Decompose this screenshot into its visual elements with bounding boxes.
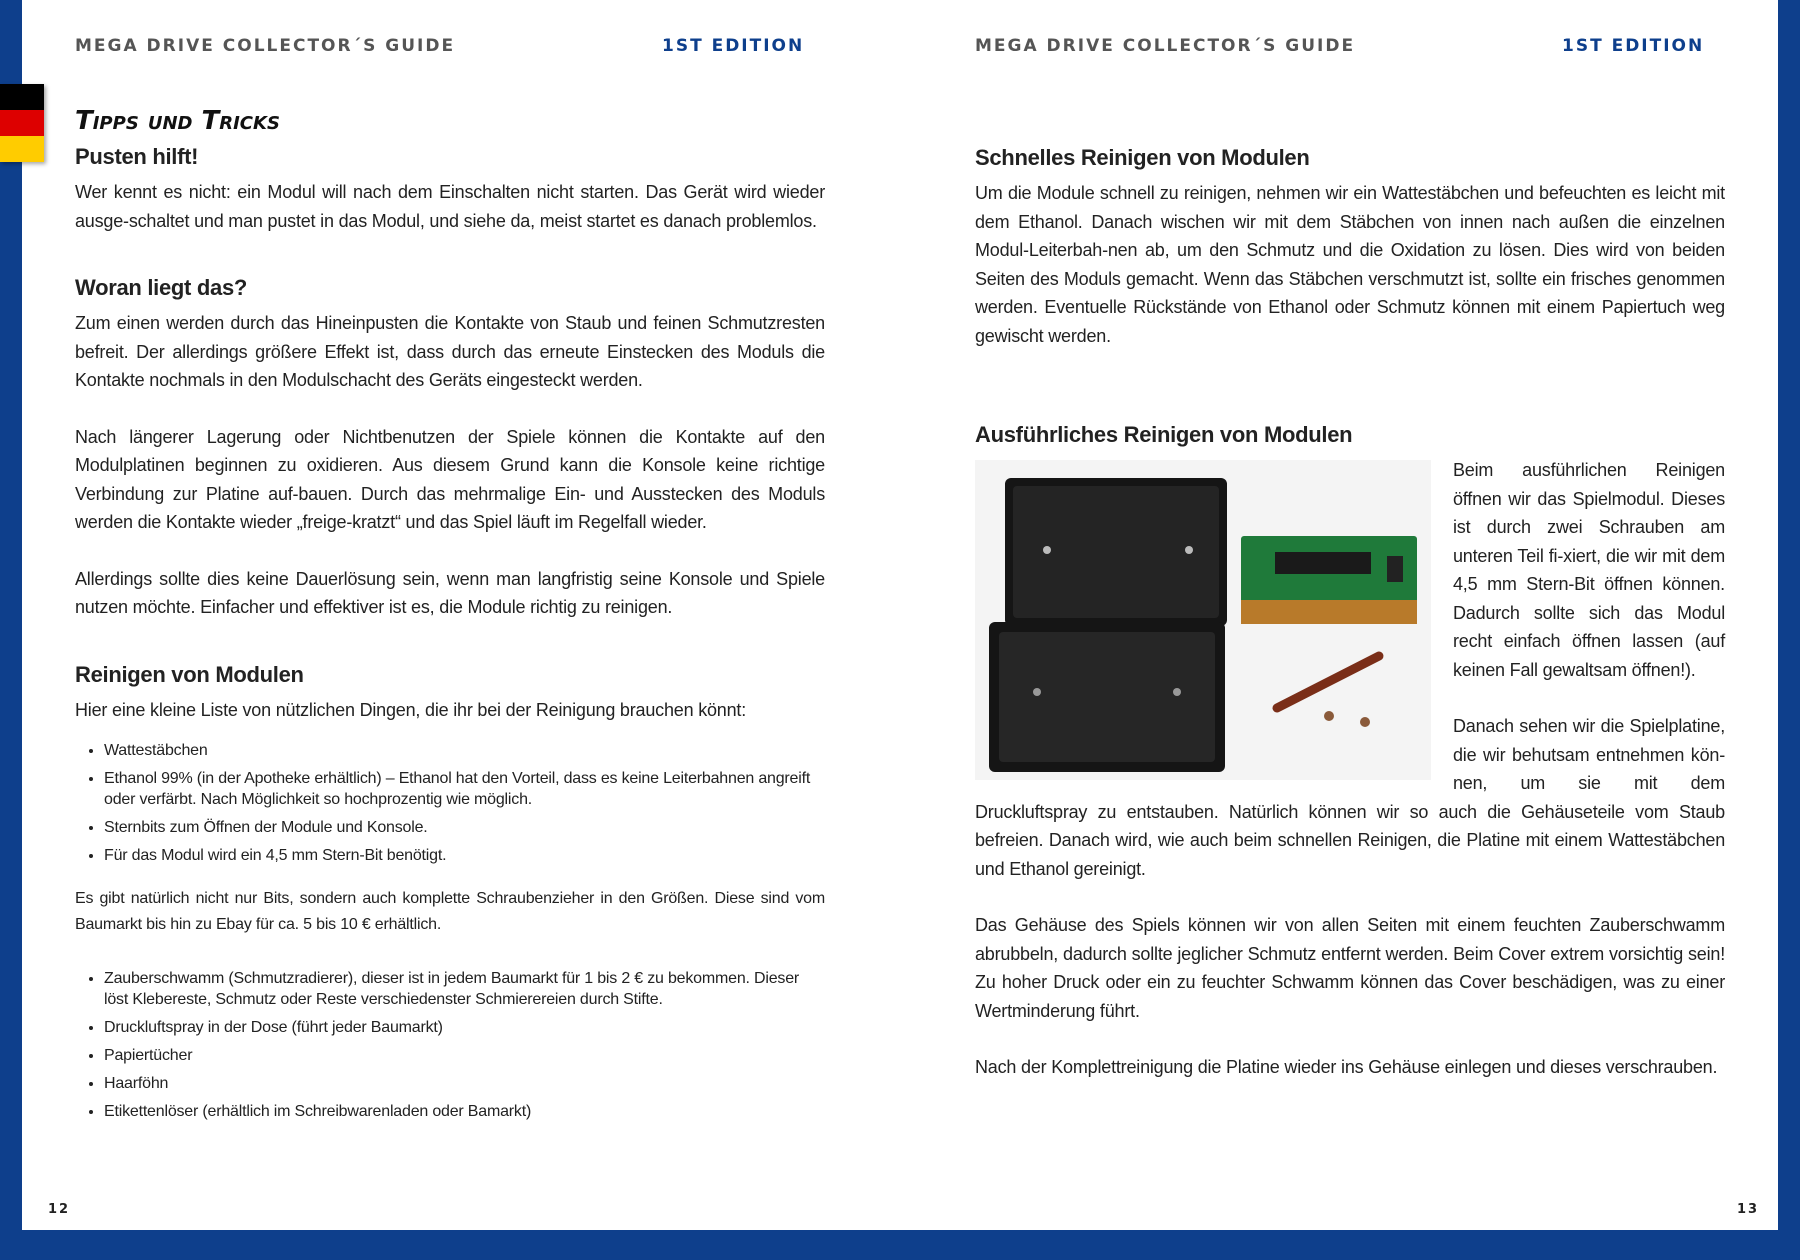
blue-frame-bottom xyxy=(0,1230,1800,1260)
list-item: • Ethanol 99% (in der Apotheke erhältlich) – Ethanol hat den Vorteil, dass es keine Leiterbahnen angreift oder verfärbt. Nach Möglichkeit so hochprozentig wie möglich. xyxy=(104,768,825,810)
paragraph: Danach sehen wir die Spielplatine, die wir behutsam entnehmen kön-nen, um sie mit dem Druckluftspray zu entstauben. Natürlich können wir so auch die Gehäuseteile vom Staub befreien. Danach wird, wie auch beim schnellen Reinigen, die Platine mit einem Wattestäbchen und Ethanol gereinigt. xyxy=(975,716,1725,879)
page-number-left: 12 xyxy=(48,1202,71,1217)
running-header-title-left: MEGA DRIVE COLLECTOR´S GUIDE xyxy=(75,36,456,56)
german-flag-icon xyxy=(0,84,44,162)
section-heading-ausfuehrliches: Ausführliches Reinigen von Modulen xyxy=(975,422,1353,447)
right-page xyxy=(975,145,1725,1082)
list-item: • Haarföhn xyxy=(104,1073,825,1094)
paragraph: Hier eine kleine Liste von nützlichen Dingen, die ihr bei der Reinigung brauchen könnt: xyxy=(75,699,747,720)
list-item: • Etikettenlöser (erhältlich im Schreibwarenladen oder Bamarkt) xyxy=(104,1101,825,1122)
section-heading-pusten: Pusten hilft! xyxy=(75,144,199,169)
tools-list xyxy=(75,740,825,866)
paragraph: Nach der Komplettreinigung die Platine wieder ins Gehäuse einlegen und dieses verschrauben. xyxy=(975,1057,1718,1077)
opened-cartridge-image xyxy=(975,460,1431,780)
paragraph: Das Gehäuse des Spiels können wir von allen Seiten mit einem feuchten Zauberschwamm abrubbeln, dadurch sollte jeglicher Schmutz entfernt werden. Beim Cover extrem vorsichtig sein! Zu hoher Druck oder ein zu feuchter Schwamm können das Cover beschädigen, was zu einer Wertminderung führt. xyxy=(975,915,1725,1021)
left-page xyxy=(75,100,825,1129)
list-item: • Sternbits zum Öffnen der Module und Konsole. xyxy=(104,817,825,838)
list-item: • Papiertücher xyxy=(104,1045,825,1066)
paragraph: Zum einen werden durch das Hineinpusten die Kontakte von Staub und feinen Schmutzresten befreit. Der allerdings größere Effekt ist, dass durch das erneute Einstecken des Moduls die Kontakte nochmals in den Modulschacht des Geräts eingesteckt werden. xyxy=(75,313,825,390)
chapter-title: Tipps und Tricks xyxy=(75,106,280,136)
blue-frame-left xyxy=(0,0,22,1260)
cartridge-photo xyxy=(975,460,1431,780)
paragraph: Um die Module schnell zu reinigen, nehmen wir ein Wattestäbchen und befeuchten es leicht mit dem Ethanol. Danach wischen wir mit dem Stäbchen von innen nach außen die einzelnen Modul-Leiterbah-nen ab, um den Schmutz und die Oxidation zu lösen. Dies wird von beiden Seiten des Moduls gemacht. Wenn das Stäbchen verschmutzt ist, sollte ein frisches genommen werden. Eventuelle Rückstände von Ethanol oder Schmutz können mit einem Papiertuch weg gewischt werden. xyxy=(975,183,1725,346)
paragraph: Nach längerer Lagerung oder Nichtbenutzen der Spiele können die Kontakte auf den Modulplatinen beginnen zu oxidieren. Aus diesem Grund kann die Konsole keine richtige Verbindung zur Platine auf-bauen. Durch das mehrmalige Ein- und Ausstecken des Moduls werden die Kontakte wieder „freige-kratzt“ und das Spiel läuft im Regelfall wieder. xyxy=(75,426,825,532)
section-heading-reinigen: Reinigen von Modulen xyxy=(75,661,304,687)
running-header-title-right: MEGA DRIVE COLLECTOR´S GUIDE xyxy=(975,36,1356,56)
list-item: • Zauberschwamm (Schmutzradierer), dieser ist in jedem Baumarkt für 1 bis 2 € zu bekommen. Dieser löst Klebereste, Schmutz oder Reste verschiedenster Schmierereien durch Stifte. xyxy=(104,968,825,1010)
paragraph: Wer kennt es nicht: ein Modul will nach dem Einschalten nicht starten. Das Gerät wird wieder ausge-schaltet und man pustet in das Modul, und siehe da, meist startet es danach problemlos. xyxy=(75,182,825,231)
running-header-edition-left: 1ST EDITION xyxy=(662,36,805,56)
blue-frame-right xyxy=(1778,0,1800,1260)
paragraph: Allerdings sollte dies keine Dauerlösung sein, wenn man langfristig seine Konsole und Spiele nutzen möchte. Einfacher und effektiver ist es, die Module richtig zu reinigen. xyxy=(75,568,825,617)
paragraph: Beim ausführlichen Reinigen öffnen wir das Spielmodul. Dieses ist durch zwei Schrauben am unteren Teil fi-xiert, die wir mit dem 4,5 mm Stern-Bit öffnen können. Dadurch sollte sich das Modul recht einfach öffnen lassen (auf keinen Fall gewaltsam öffnen!). xyxy=(1453,460,1725,680)
section-heading-schnelles: Schnelles Reinigen von Modulen xyxy=(975,145,1310,170)
tools-list-2 xyxy=(75,968,825,1122)
list-item: • Wattestäbchen xyxy=(104,740,825,761)
section-heading-woran: Woran liegt das? xyxy=(75,275,248,300)
page-number-right: 13 xyxy=(1737,1202,1760,1217)
list-item: • Für das Modul wird ein 4,5 mm Stern-Bit benötigt. xyxy=(104,845,825,866)
running-header-edition-right: 1ST EDITION xyxy=(1562,36,1705,56)
note-paragraph: Es gibt natürlich nicht nur Bits, sondern auch komplette Schraubenzieher in den Größen. Diese sind vom Baumarkt bis hin zu Ebay für ca. 5 bis 10 € erhältlich. xyxy=(75,890,825,933)
list-item: • Druckluftspray in der Dose (führt jeder Baumarkt) xyxy=(104,1017,825,1038)
